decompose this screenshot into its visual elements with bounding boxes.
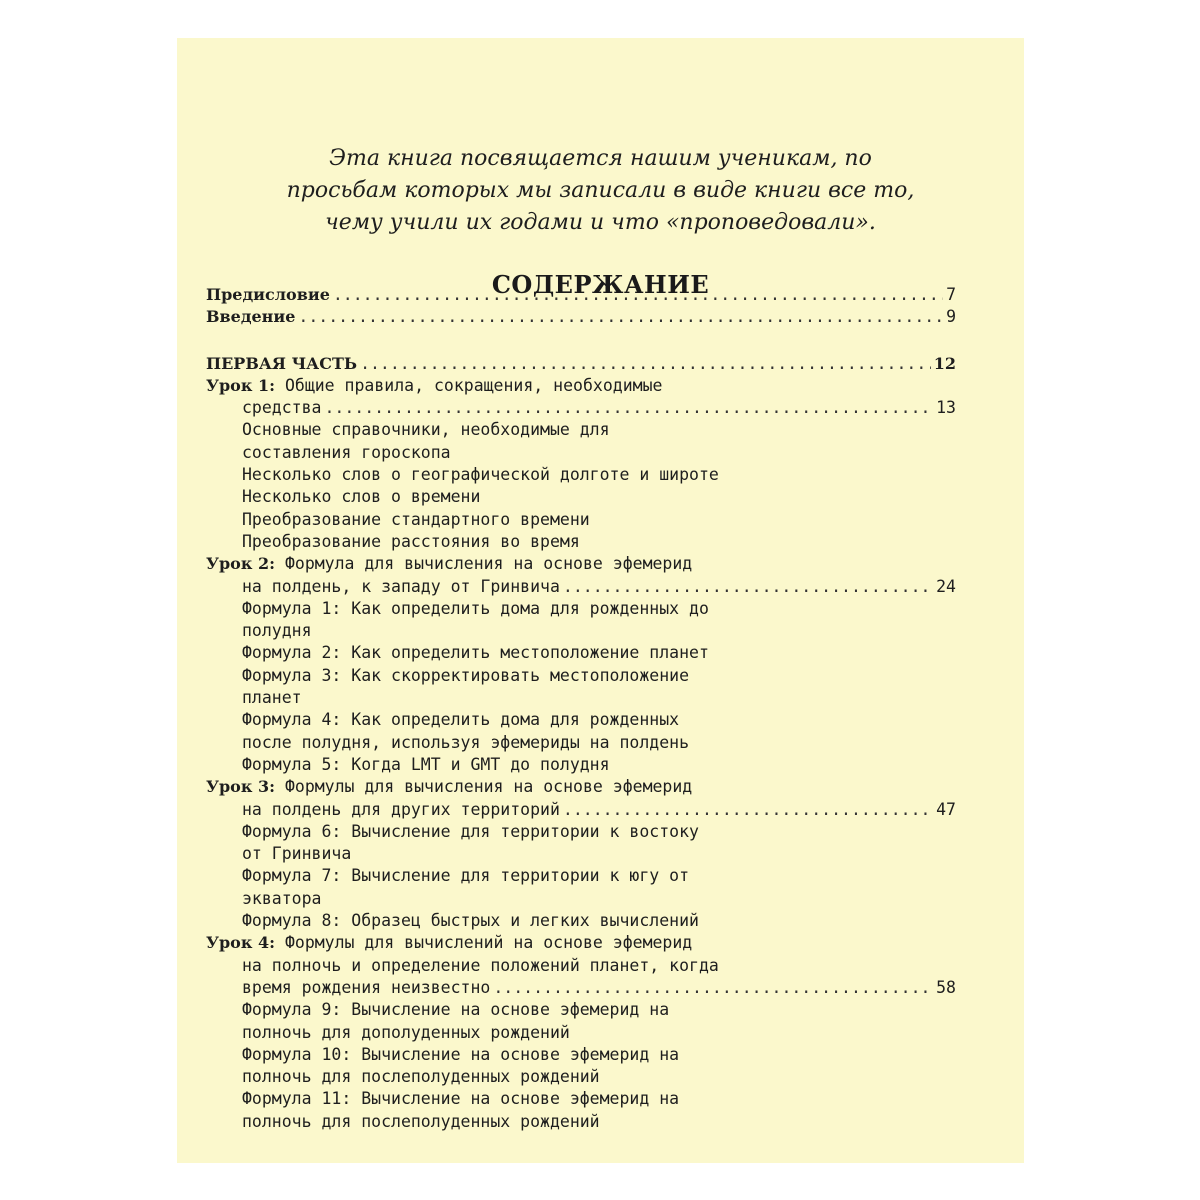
lesson-title: на полдень, к западу от Гринвича: [242, 576, 560, 596]
toc-subitem: Формула 3: Как скорректировать местоположение: [242, 665, 690, 685]
toc-subitem: Преобразование расстояния во время: [242, 531, 580, 551]
dot-leader: [333, 284, 943, 306]
toc-subitem: Формула 7: Вычисление для территории к югу от: [242, 866, 690, 886]
dot-leader: [360, 353, 931, 375]
toc-subitem: Несколько слов о времени: [242, 487, 481, 507]
toc-subitem: Формула 10: Вычисление на основе эфемерид на: [242, 1044, 680, 1064]
lesson-title: средства: [242, 398, 322, 418]
lesson-label: Урок 4:: [206, 933, 276, 953]
lesson-label: Урок 1:: [206, 375, 276, 395]
toc-subitem: экватора: [242, 888, 322, 908]
toc-subitem: Формула 4: Как определить дома для рожденных: [242, 710, 680, 730]
lesson-label: Урок 3:: [206, 777, 276, 797]
toc-subitem: планет: [242, 688, 302, 708]
toc-subitem: Преобразование стандартного времени: [242, 509, 590, 529]
toc-subitem: полночь для послеполуденных рождений: [242, 1111, 600, 1131]
toc-entry-label: ПЕРВАЯ ЧАСТЬ: [206, 353, 358, 373]
toc-subitem: Несколько слов о географической долготе и широте: [242, 465, 719, 485]
toc-lesson3-cont[interactable]: [206, 799, 956, 821]
toc-lesson3-heading[interactable]: [206, 776, 956, 798]
dot-leader: [298, 306, 943, 328]
toc-lesson4-heading[interactable]: [206, 932, 956, 954]
lesson-title: время рождения неизвестно: [242, 977, 491, 997]
toc-subitem: Формула 9: Вычисление на основе эфемерид на: [242, 1000, 670, 1020]
toc-lesson1-cont[interactable]: [206, 397, 956, 419]
toc-subitem: Формула 11: Вычисление на основе эфемерид на: [242, 1089, 680, 1109]
toc-lesson2-cont[interactable]: [206, 576, 956, 598]
toc-subitem: от Гринвича: [242, 844, 352, 864]
dedication-line: просьбам которых мы записали в виде книги все то,: [286, 178, 915, 203]
lesson-label: Урок 2:: [206, 554, 276, 574]
toc-entry-label: Предисловие: [206, 285, 330, 304]
toc-page-number: 9: [946, 307, 956, 327]
lesson-title: Общие правила, сокращения, необходимые: [275, 375, 663, 395]
toc-lesson1-heading[interactable]: [206, 375, 956, 397]
toc-subitem: полночь для дополуденных рождений: [242, 1022, 570, 1042]
toc-page-number: 13: [936, 398, 956, 418]
lesson-title: Формулы для вычисления на основе эфемерид: [275, 777, 693, 797]
toc-entry-part1[interactable]: [206, 353, 956, 375]
lesson-title: Формула для вычисления на основе эфемерид: [275, 554, 693, 574]
toc-subitem: полночь для послеполуденных рождений: [242, 1067, 600, 1087]
toc-entry-intro[interactable]: [206, 306, 956, 328]
dedication: [177, 143, 1024, 239]
toc-page-number: 12: [933, 353, 956, 373]
toc-page-number: 7: [946, 285, 956, 304]
dot-leader: [324, 397, 933, 419]
toc-subitem: Формула 8: Образец быстрых и легких вычислений: [242, 911, 699, 931]
toc-entry-label: Введение: [206, 307, 296, 327]
toc-entry-preface[interactable]: [206, 284, 956, 306]
toc-lesson2-heading[interactable]: [206, 553, 956, 575]
toc-page-number: 24: [936, 576, 956, 596]
toc-subitem: составления гороскопа: [242, 442, 451, 462]
table-of-contents: [206, 284, 956, 1133]
toc-page-number: 47: [936, 799, 956, 819]
toc-subitem: Основные справочники, необходимые для: [242, 420, 610, 440]
toc-subitem: полудня: [242, 621, 312, 641]
toc-title: СОДЕРЖАНИЕ: [491, 270, 710, 299]
toc-subitem: Формула 5: Когда LMT и GMT до полудня: [242, 754, 610, 774]
toc-page-number: 58: [936, 977, 956, 997]
toc-subitem: Формула 6: Вычисление для территории к востоку: [242, 821, 699, 841]
dot-leader: [563, 576, 933, 598]
dot-leader: [493, 977, 933, 999]
toc-subitem: после полудня, используя эфемериды на полдень: [242, 732, 690, 752]
lesson-title: на полдень для других территорий: [242, 799, 560, 819]
toc-lesson4-cont[interactable]: [206, 977, 956, 999]
dedication-line: Эта книга посвящается нашим ученикам, по: [329, 146, 872, 171]
toc-subitem: Формула 2: Как определить местоположение планет: [242, 643, 709, 663]
toc-subitem: Формула 1: Как определить дома для рожденных до: [242, 598, 709, 618]
dedication-line: чему учили их годами и что «проповедовали».: [325, 210, 876, 235]
toc-lesson4-cont: на полночь и определение положений планет, когда: [242, 955, 719, 975]
dot-leader: [563, 799, 933, 821]
lesson-title: Формулы для вычислений на основе эфемерид: [275, 933, 693, 953]
